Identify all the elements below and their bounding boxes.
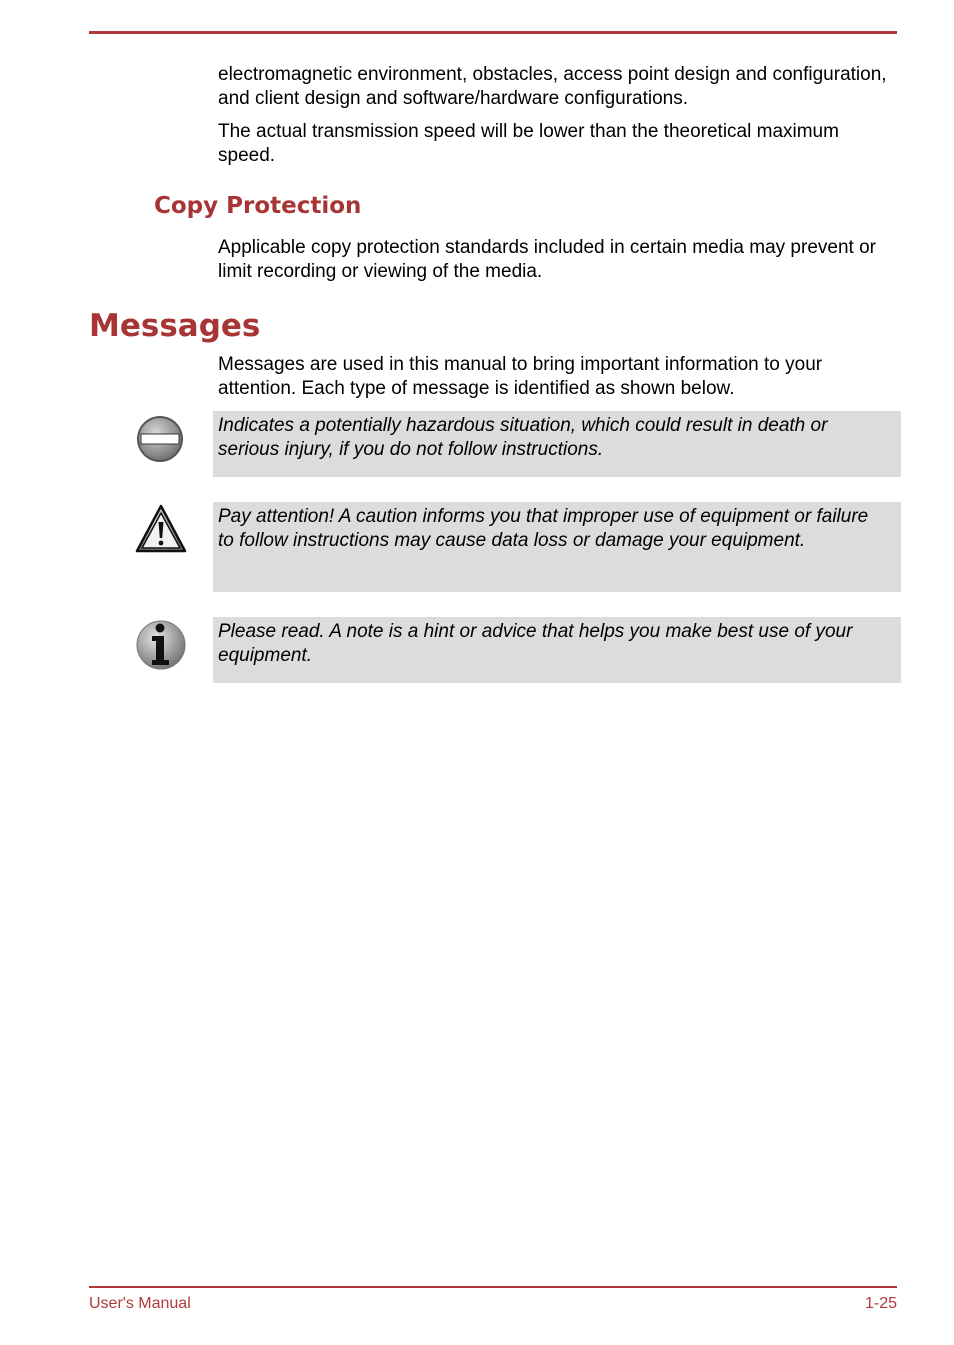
caution-message-box bbox=[213, 502, 901, 592]
footer-page-number: 1-25 bbox=[864, 1295, 897, 1312]
stop-icon bbox=[135, 413, 187, 465]
footer-manual-title: User's Manual bbox=[89, 1295, 191, 1312]
warning-triangle-icon bbox=[135, 503, 187, 555]
copy-protection-heading: Copy Protection bbox=[154, 193, 362, 219]
note-message-box bbox=[213, 617, 901, 683]
info-icon bbox=[135, 618, 187, 670]
note-message-text: Please read. A note is a hint or advice that helps you make best use of your equipment. bbox=[218, 621, 853, 666]
messages-heading: Messages bbox=[89, 308, 261, 344]
caution-message-text: Pay attention! A caution informs you that improper use of equipment or failure to follow instructions may cause data loss or damage your equipment. bbox=[218, 506, 869, 551]
copy-protection-paragraph: Applicable copy protection standards included in certain media may prevent or limit recording or viewing of the media. bbox=[218, 237, 876, 282]
intro-paragraph-2: The actual transmission speed will be lower than the theoretical maximum speed. bbox=[218, 121, 839, 166]
footer-rule bbox=[89, 1286, 897, 1288]
danger-message-box bbox=[213, 411, 901, 477]
messages-paragraph: Messages are used in this manual to bring important information to your attention. Each type of message is identified as shown below. bbox=[218, 354, 823, 399]
danger-message-text: Indicates a potentially hazardous situation, which could result in death or serious injury, if you do not follow instructions. bbox=[218, 415, 828, 460]
intro-paragraph-1: electromagnetic environment, obstacles, access point design and configuration, and client design and software/hardware configurations. bbox=[218, 64, 887, 109]
header-rule bbox=[89, 31, 897, 34]
